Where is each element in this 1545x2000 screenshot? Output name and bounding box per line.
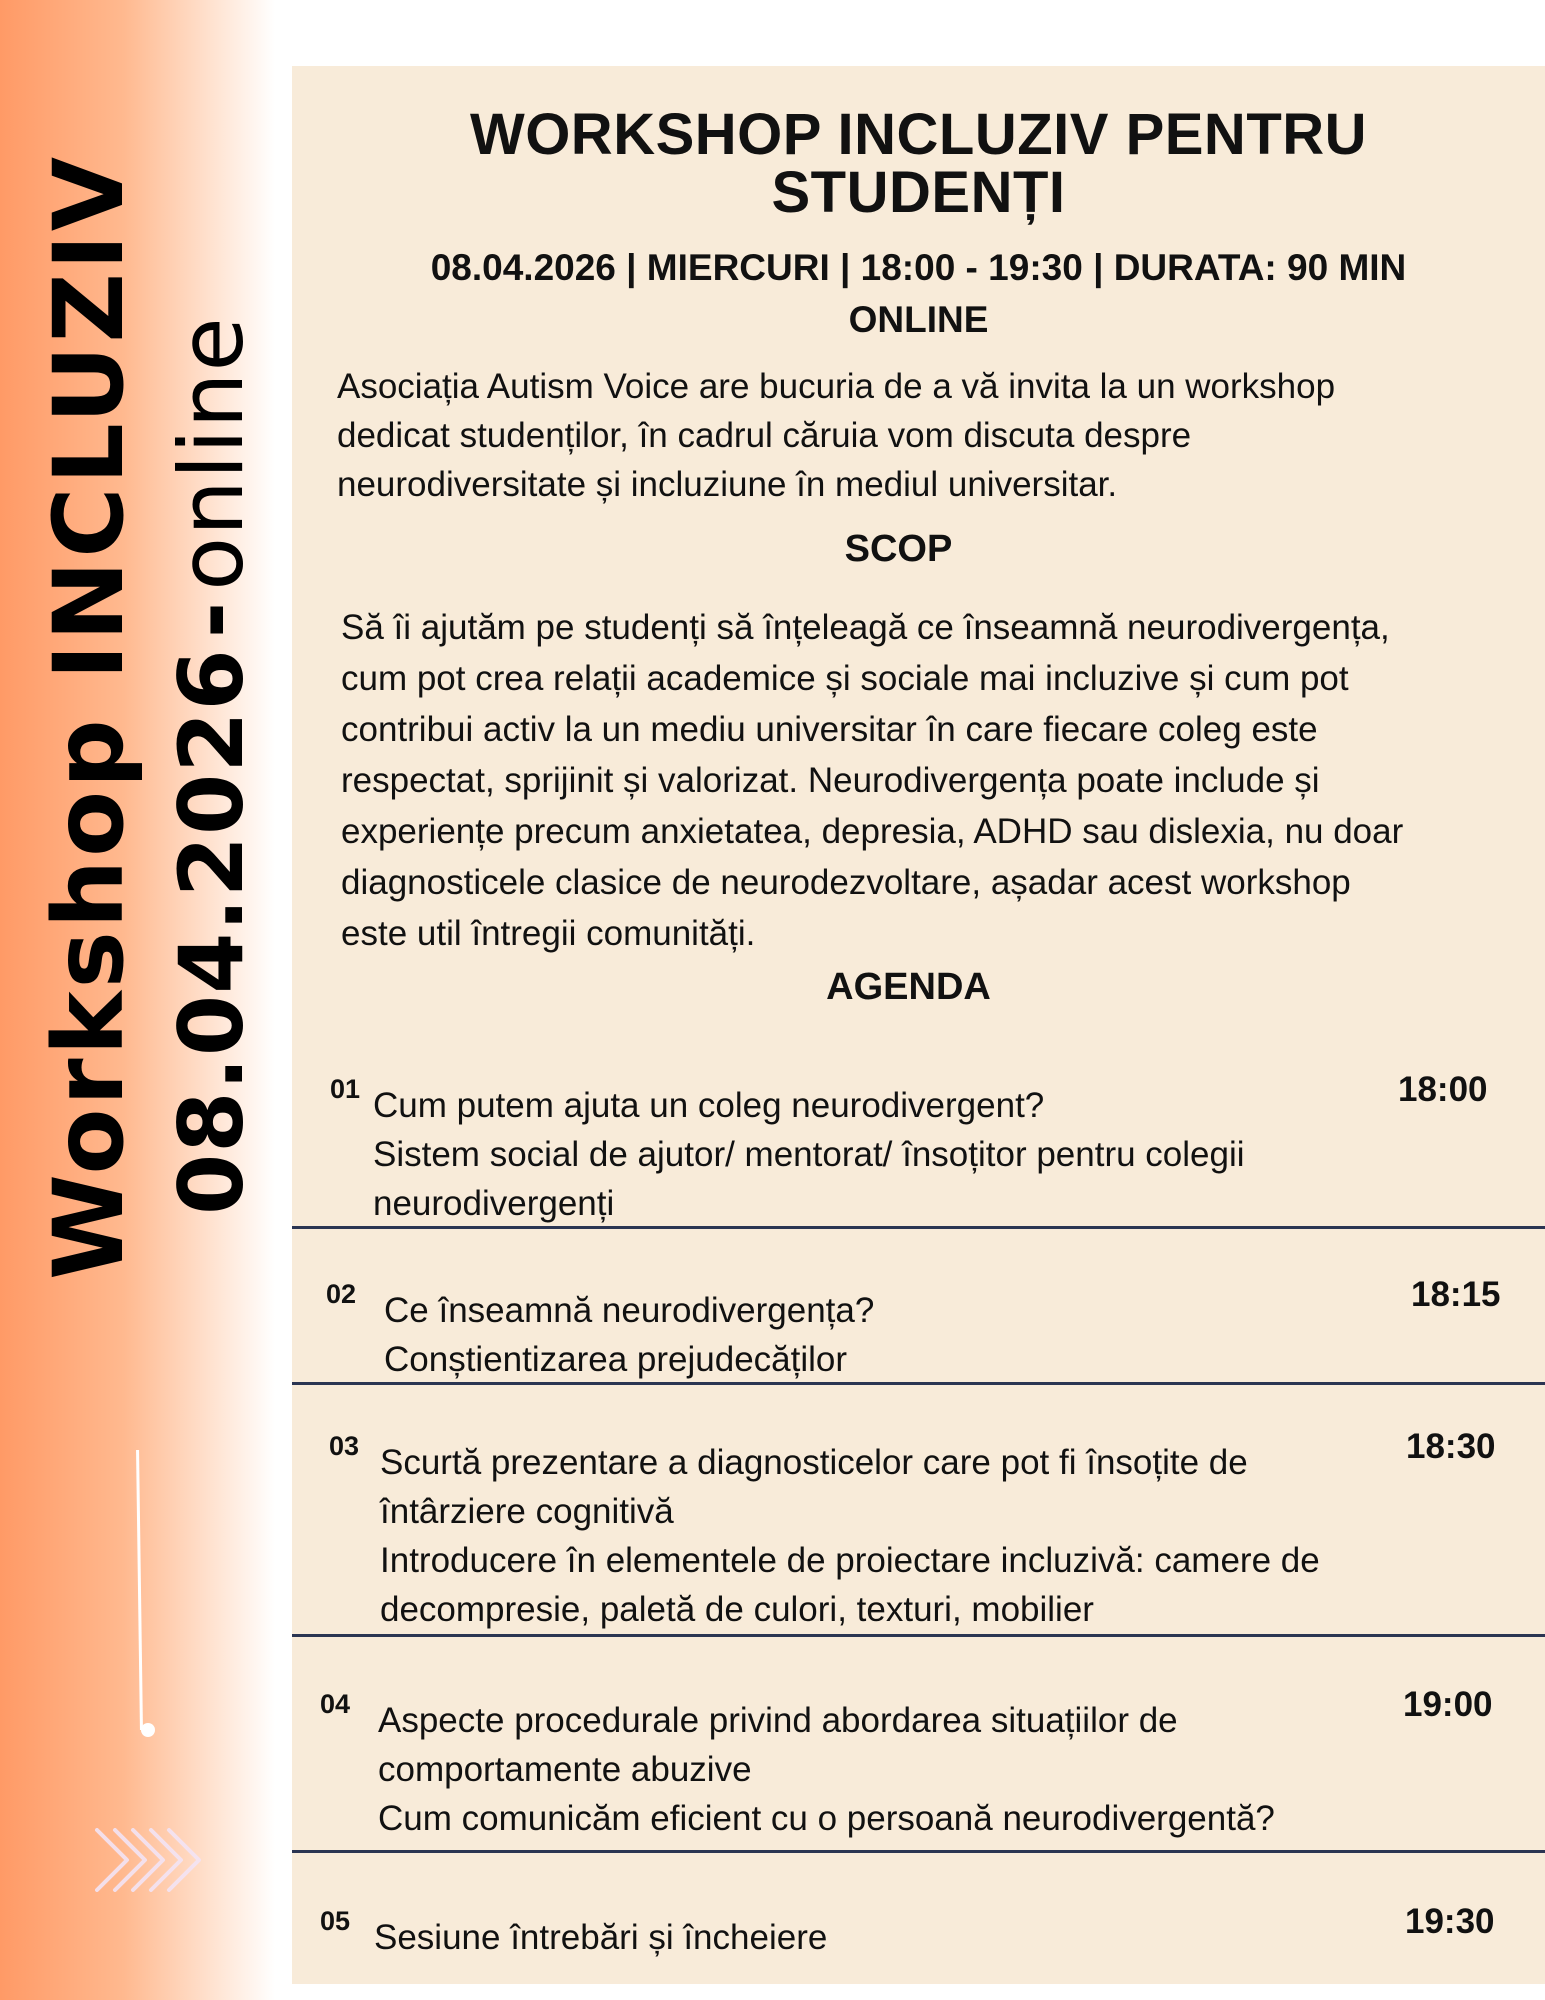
sidebar-date-line	[160, 316, 263, 1215]
agenda-line: Conștientizarea prejudecăților	[384, 1340, 848, 1379]
intro-line: dedicat studenților, în cadrul căruia vom discuta despre	[337, 416, 1192, 455]
agenda-line: Scurtă prezentare a diagnosticelor care pot fi însoțite de	[380, 1443, 1248, 1482]
scop-line: contribui activ la un mediu universitar în care fiecare coleg este	[341, 710, 1318, 749]
agenda-heading: AGENDA	[826, 966, 991, 1008]
agenda-line: Introducere în elementele de proiectare incluzivă: camere de	[380, 1541, 1320, 1580]
scop-line: este util întregii comunități.	[341, 914, 756, 953]
agenda-time: 18:30	[1406, 1427, 1496, 1466]
agenda-number: 02	[326, 1279, 357, 1309]
intro-line: neurodiversitate și incluziune în mediul universitar.	[337, 465, 1118, 504]
agenda-number: 01	[330, 1074, 361, 1104]
agenda-line: Cum putem ajuta un coleg neurodivergent?	[373, 1086, 1045, 1125]
sidebar-workshop-title: Workshop INCLUZIV	[33, 153, 145, 1280]
decorative-line	[136, 1450, 143, 1730]
agenda-line: Cum comunicăm eficient cu o persoană neurodivergentă?	[378, 1799, 1275, 1838]
scop-line: diagnosticele clasice de neurodezvoltare, așadar acest workshop	[341, 863, 1351, 902]
agenda-divider	[292, 1850, 1545, 1853]
agenda-number: 04	[320, 1689, 351, 1719]
agenda-divider	[292, 1382, 1545, 1385]
sidebar-separator: -	[160, 600, 263, 639]
agenda-number: 05	[320, 1906, 351, 1936]
agenda-time: 18:15	[1411, 1275, 1501, 1314]
scop-heading: SCOP	[844, 528, 953, 570]
agenda-line: Sesiune întrebări și încheiere	[374, 1918, 828, 1957]
sidebar-banner	[0, 0, 275, 2000]
intro-paragraph	[337, 362, 1527, 509]
sidebar-mode: online	[160, 316, 263, 591]
content-panel	[292, 66, 1545, 1984]
intro-line: Asociația Autism Voice are bucuria de a vă invita la un workshop	[337, 367, 1336, 406]
agenda-line: neurodivergenți	[373, 1184, 615, 1223]
agenda-line: comportamente abuzive	[378, 1750, 752, 1789]
scop-line: cum pot crea relații academice și sociale mai incluzive și cum pot	[341, 659, 1349, 698]
agenda-line: Sistem social de ajutor/ mentorat/ însoțitor pentru colegii	[373, 1135, 1245, 1174]
agenda-divider	[292, 1634, 1545, 1637]
agenda-number: 03	[329, 1431, 360, 1461]
agenda-time: 18:00	[1398, 1070, 1488, 1109]
agenda-line: decompresie, paletă de culori, texturi, mobilier	[380, 1590, 1094, 1629]
chevrons-right-icon	[92, 1825, 207, 1895]
decorative-dot	[141, 1723, 155, 1737]
event-format: ONLINE	[848, 299, 989, 340]
scop-line: experiențe precum anxietatea, depresia, ADHD sau dislexia, nu doar	[341, 812, 1404, 851]
sidebar-date: 08.04.2026	[160, 648, 263, 1215]
agenda-time: 19:00	[1403, 1685, 1493, 1724]
page-title	[292, 102, 1545, 225]
agenda-divider	[292, 1226, 1545, 1229]
scop-line: Să îi ajutăm pe studenți să înțeleagă ce înseamnă neurodivergența,	[341, 608, 1390, 647]
event-details	[292, 242, 1545, 346]
title-line-2: STUDENȚI	[771, 160, 1066, 225]
agenda-line: întârziere cognitivă	[380, 1492, 674, 1531]
agenda-time: 19:30	[1405, 1902, 1495, 1941]
event-schedule: 08.04.2026 | MIERCURI | 18:00 - 19:30 | DURATA: 90 MIN	[430, 247, 1407, 288]
scop-paragraph	[341, 602, 1531, 959]
scop-line: respectat, sprijinit și valorizat. Neurodivergența poate include și	[341, 761, 1320, 800]
agenda-line: Ce înseamnă neurodivergența?	[384, 1291, 875, 1330]
title-line-1: WORKSHOP INCLUZIV PENTRU	[469, 102, 1368, 167]
agenda-line: Aspecte procedurale privind abordarea situațiilor de	[378, 1701, 1178, 1740]
